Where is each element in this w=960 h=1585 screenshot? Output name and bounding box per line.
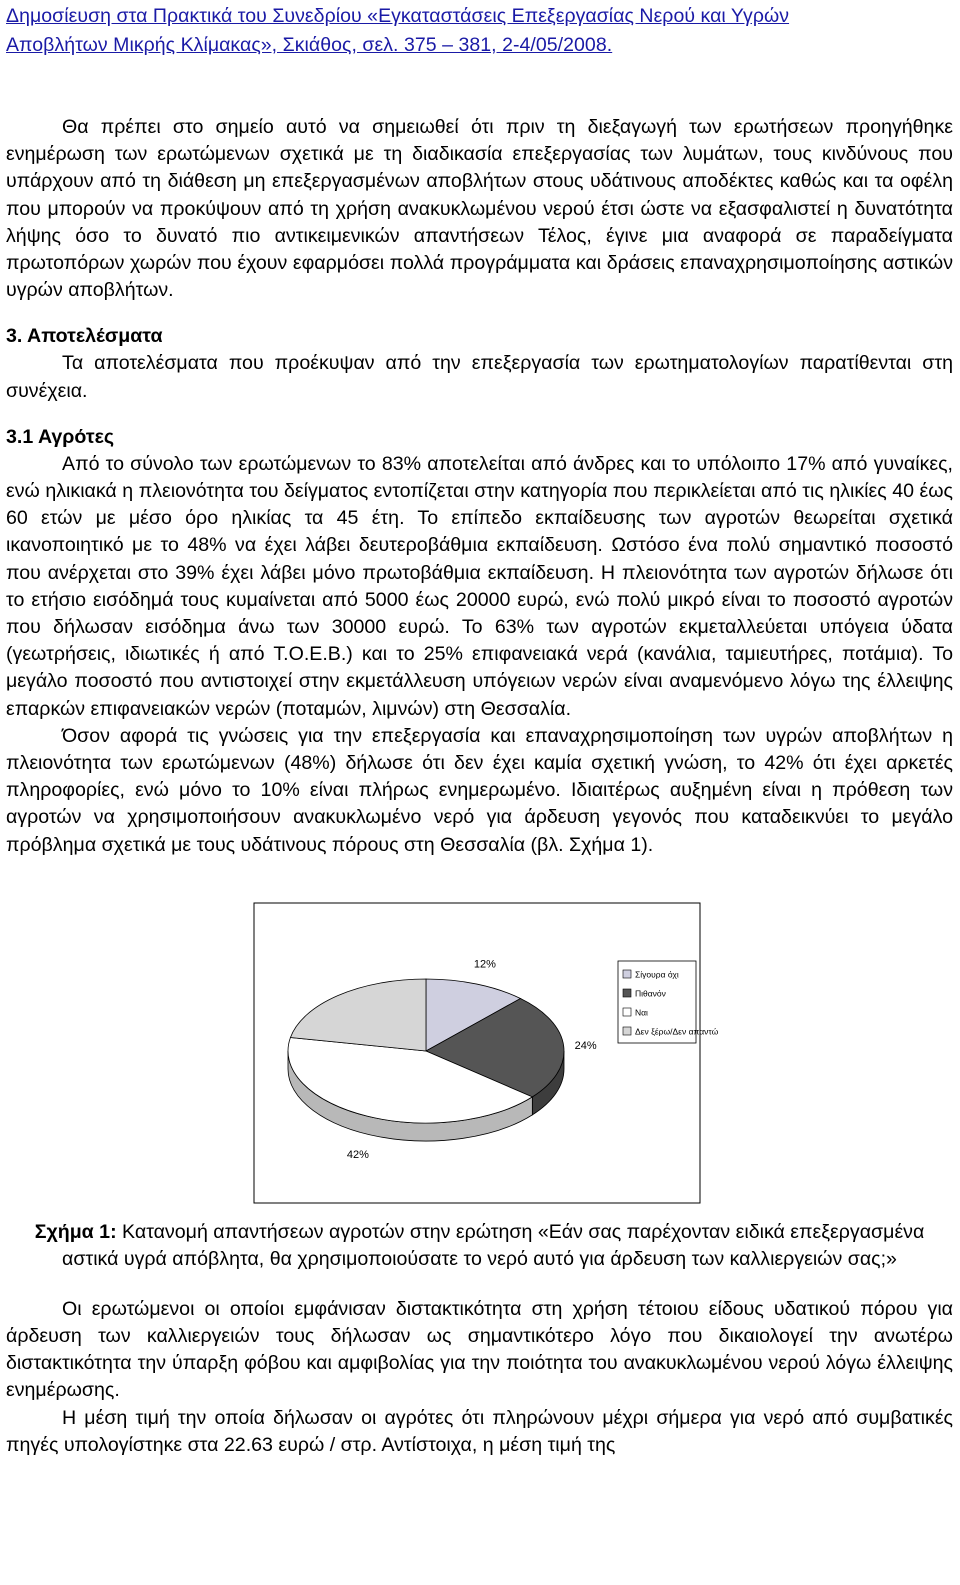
legend-swatch-1: [623, 989, 631, 997]
pie-value-label-1: 24%: [574, 1039, 597, 1052]
section-3-heading: 3. Αποτελέσματα: [6, 325, 163, 348]
legend-label-3: Δεν ξέρω/Δεν απαντώ: [635, 1026, 719, 1037]
closing-paragraph-1: Οι ερωτώμενοι οι οποίοι εμφάνισαν διστακτικότητα στη χρήση τέτοιου είδους υδατικού πόρου για άρδευση των καλλιεργειών τους δήλωσαν ως σημαντικότερο λόγο που δικαιολογεί την ανωτέρω διστακτικότητα την ύπαρξη φόβου και αμφιβολίας για την ποιότητα του ανακυκλωμένου νερού λόγω έλλειψης ενημέρωσης.: [6, 1297, 953, 1402]
header-line-2: Αποβλήτων Μικρής Κλίμακας», Σκιάθος, σελ. 375 – 381, 2-4/05/2008.: [6, 34, 613, 56]
section-3-1-heading: 3.1 Αγρότες: [6, 425, 115, 448]
pie-value-label-0: 12%: [473, 958, 496, 971]
section-3-1-paragraph-1: Από το σύνολο των ερωτώμενων το 83% αποτελείται από άνδρες και το υπόλοιπο 17% από γυναίκες, ενώ ηλικιακά η πλειονότητα του δείγματος εντοπίζεται στην κατηγορία που περικλείεται από τις ηλικίες 40 έως 60 ετών με μέσο όρο ηλικίας τα 45 έτη. Το επίπεδο εκπαίδευσης των αγροτών θεωρείται σχετικά ικανοποιητικό με το 48% να έχει λάβει δευτεροβάθμια εκπαίδευση. Ωστόσο ένα πολύ σημαντικό ποσοστό που ανέρχεται στο 39% έχει λάβει μόνο πρωτοβάθμια εκπαίδευση. Η πλειονότητα των αγροτών δήλωσε ότι το ετήσιο εισόδημά τους κυμαίνεται από 5000 έως 20000 ευρώ, ενώ πολύ μικρό είναι το ποσοστό αγροτών που δήλωσαν εισόδημα άνω των 30000 ευρώ. Το 63% των αγροτών εκμεταλλεύεται υπόγεια ύδατα (γεωτρήσεις, ιδιωτικές ή από Τ.Ο.Ε.Β.) και το 25% επιφανειακά νερά (κανάλια, ταμιευτήρες, ποτάμια). Το μεγάλο ποσοστό που αντιστοιχεί στην εκμετάλλευση υπόγειων νερών είναι αναμενόμενο λόγω της έλλειψης επαρκών επιφανειακών νερών (ποταμών, λιμνών) στη Θεσσαλία.: [6, 452, 953, 720]
figure-caption: [6, 1219, 953, 1274]
closing-paragraph-2: Η μέση τιμή την οποία δήλωσαν οι αγρότες ότι πληρώνουν μέχρι σήμερα για νερό από συμβατικές πηγές υπολογίστηκε στα 22.63 ευρώ / στρ. Αντίστοιχα, η μέση τιμή της: [6, 1406, 953, 1456]
header-line-1: Δημοσίευση στα Πρακτικά του Συνεδρίου «Εγκαταστάσεις Επεξεργασίας Νερού και Υγρών: [6, 5, 790, 27]
document-page: [6, 0, 953, 1459]
legend-swatch-2: [623, 1008, 631, 1016]
pie-chart: [6, 901, 953, 1205]
figure-caption-text: Κατανομή απαντήσεων αγροτών στην ερώτηση «Εάν σας παρέχονταν ειδικά επεξεργασμένα αστικά υγρά απόβλητα, θα χρησιμοποιούσατε το νερό αυτό για άρδευση των καλλιεργειών σας;»: [62, 1220, 925, 1271]
figure-caption-label: Σχήμα 1:: [34, 1220, 117, 1243]
legend-swatch-3: [623, 1027, 631, 1035]
figure-1: [6, 901, 953, 1205]
intro-paragraph: Θα πρέπει στο σημείο αυτό να σημειωθεί ότι πριν τη διεξαγωγή των ερωτήσεων προηγήθηκε ενημέρωση των ερωτώμενων σχετικά με τη διαδικασία επεξεργασίας των λυμάτων, τους κινδύνους που υπάρχουν από τη διάθεση μη επεξεργασμένων αποβλήτων στους υδάτινους αποδέκτες καθώς και τα οφέλη που μπορούν να προκύψουν από τη χρήση ανακυκλωμένου νερού έτσι ώστε να εξασφαλιστεί η δυνατότητα λήψης όσο το δυνατό πιο αντικειμενικών απαντήσεων Τέλος, έγινε μια αναφορά σε παραδείγματα πρωτοπόρων χωρών που έχουν εφαρμόσει πολλά προγράμματα και δράσεις επαναχρησιμοποίησης αστικών υγρών αποβλήτων.: [6, 116, 953, 302]
pie-value-label-2: 42%: [346, 1148, 369, 1161]
legend-swatch-0: [623, 970, 631, 978]
publication-header[interactable]: [6, 2, 953, 60]
legend-label-1: Πιθανόν: [635, 988, 666, 999]
section-3-text: Τα αποτελέσματα που προέκυψαν από την επεξεργασία των ερωτηματολογίων παρατίθενται στη συνέχεια.: [6, 352, 953, 402]
legend-label-2: Ναι: [635, 1007, 648, 1018]
section-3-1-paragraph-2: Όσον αφορά τις γνώσεις για την επεξεργασία και επαναχρησιμοποίηση των υγρών αποβλήτων η πλειονότητα των ερωτώμενων (48%) δήλωσε ότι δεν έχει καμία σχετική γνώση, το 42% ότι έχει αρκετές πληροφορίες, ενώ μόνο το 10% είναι πλήρως ενημερωμένο. Ιδιαιτέρως αυξημένη είναι η πρόθεση των αγροτών να χρησιμοποιήσουν ανακυκλωμένο νερό για άρδευση γεγονός που καταδεικνύει το μεγάλο πρόβλημα σχετικά με τους υδάτινους πόρους στη Θεσσαλία (βλ. Σχήμα 1).: [6, 724, 953, 856]
legend-label-0: Σίγουρα όχι: [635, 969, 679, 980]
